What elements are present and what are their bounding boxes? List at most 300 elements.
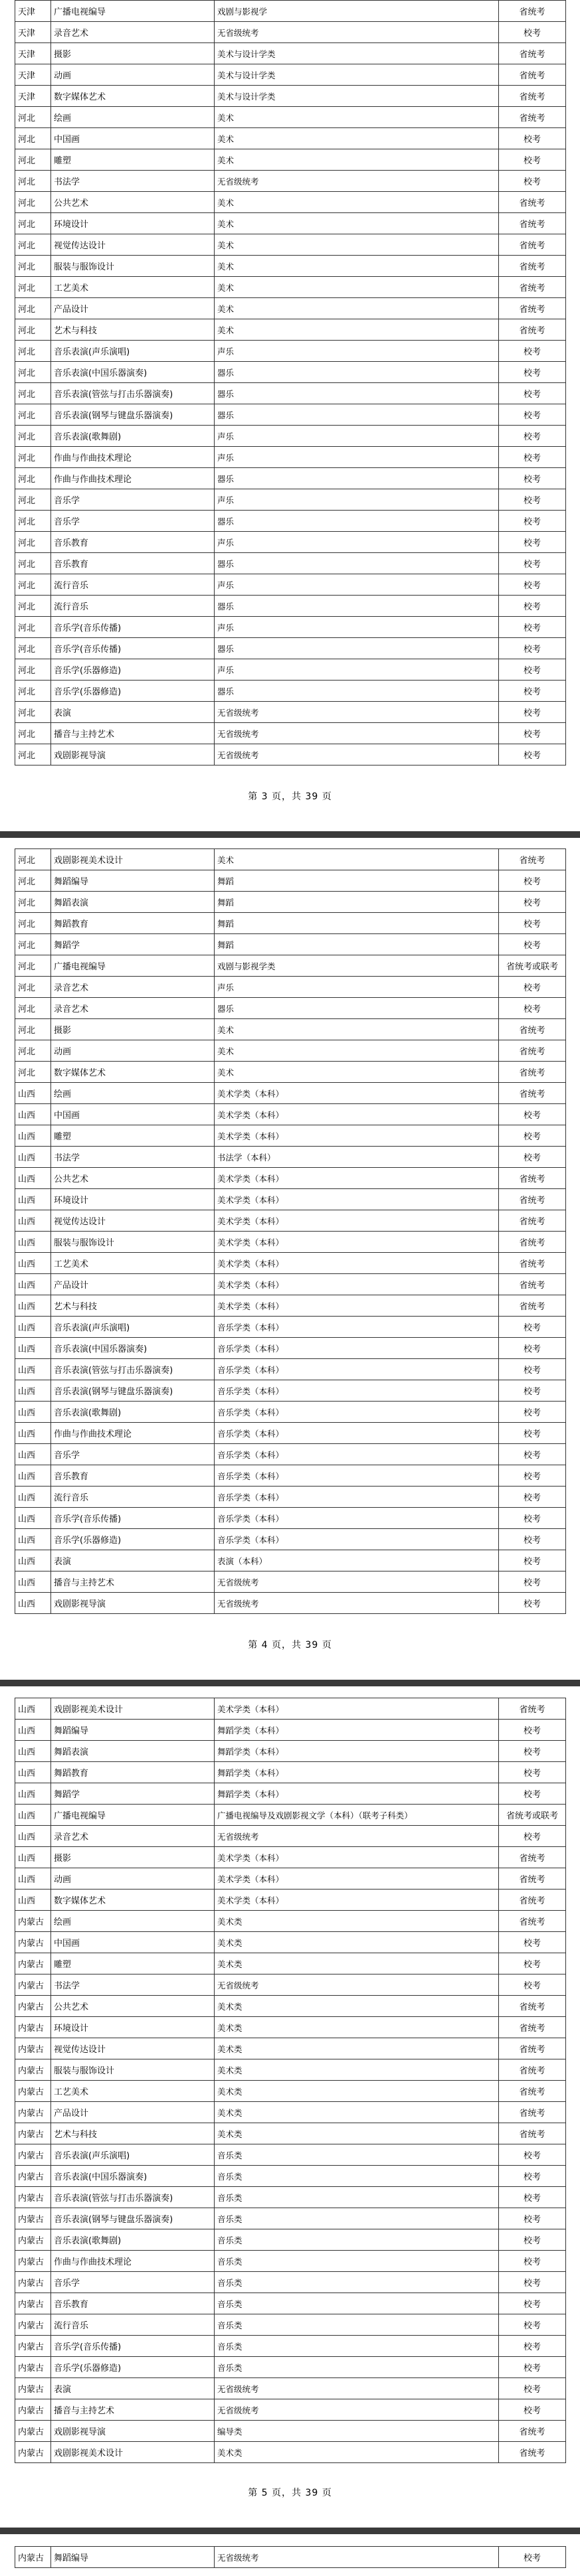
table-row [15, 149, 566, 171]
province-cell: 河北 [15, 319, 51, 341]
exam-category-cell: 器乐 [215, 638, 499, 659]
exam-type-cell: 省统考 [499, 192, 566, 213]
table-row [15, 2357, 566, 2378]
table-row [15, 1826, 566, 1847]
table-row [15, 1232, 566, 1253]
table-row [15, 596, 566, 617]
table-row [15, 383, 566, 404]
exam-type-cell: 校考 [499, 468, 566, 489]
table-row [15, 2336, 566, 2357]
exam-category-cell: 表演（本科） [215, 1550, 499, 1571]
exam-type-cell: 校考 [499, 1826, 566, 1847]
exam-type-cell: 省统考 [499, 2102, 566, 2123]
exam-category-cell: 美术 [215, 1062, 499, 1083]
exam-type-cell: 校考 [499, 1593, 566, 1614]
province-cell: 天津 [15, 22, 51, 43]
exam-type-cell: 校考 [499, 1317, 566, 1338]
exam-category-cell: 戏剧与影视学 [215, 1, 499, 22]
table-row [15, 2442, 566, 2463]
exam-category-cell: 美术 [215, 1040, 499, 1062]
major-cell: 中国画 [51, 1104, 215, 1125]
province-cell: 山西 [15, 1868, 51, 1890]
exam-type-cell: 校考 [499, 2229, 566, 2251]
exam-type-cell: 校考 [499, 2378, 566, 2399]
exam-type-cell: 校考 [499, 574, 566, 596]
table-row [15, 1487, 566, 1508]
exam-category-cell: 无省级统考 [215, 171, 499, 192]
table-row [15, 723, 566, 744]
exam-type-cell: 省统考 [499, 1040, 566, 1062]
table-row [15, 1508, 566, 1529]
exam-type-cell: 校考 [499, 1783, 566, 1805]
major-cell: 表演 [51, 702, 215, 723]
province-cell: 河北 [15, 977, 51, 998]
major-cell: 环境设计 [51, 1189, 215, 1210]
exam-category-cell: 书法学（本科） [215, 1147, 499, 1168]
exam-category-cell: 美术 [215, 149, 499, 171]
major-cell: 工艺美术 [51, 1253, 215, 1274]
exam-category-cell: 音乐学类（本科） [215, 1487, 499, 1508]
province-cell: 河北 [15, 107, 51, 128]
province-cell: 内蒙古 [15, 2017, 51, 2038]
table-row [15, 1996, 566, 2017]
table-row [15, 277, 566, 298]
exam-category-cell: 无省级统考 [215, 2378, 499, 2399]
major-cell: 戏剧影视美术设计 [51, 2442, 215, 2463]
province-cell: 内蒙古 [15, 2123, 51, 2144]
major-cell: 视觉传达设计 [51, 2038, 215, 2059]
table-row [15, 1698, 566, 1720]
exam-type-cell: 省统考 [499, 1698, 566, 1720]
major-cell: 音乐学(乐器修造) [51, 659, 215, 681]
exam-category-cell: 无省级统考 [215, 22, 499, 43]
province-cell: 河北 [15, 404, 51, 426]
province-cell: 内蒙古 [15, 2399, 51, 2421]
major-cell: 音乐学(乐器修造) [51, 2357, 215, 2378]
major-cell: 播音与主持艺术 [51, 2399, 215, 2421]
province-cell: 河北 [15, 659, 51, 681]
province-cell: 内蒙古 [15, 2059, 51, 2081]
province-cell: 山西 [15, 1593, 51, 1614]
exam-type-cell: 校考 [499, 934, 566, 955]
table-row [15, 2102, 566, 2123]
table-row [15, 1720, 566, 1741]
major-cell: 音乐教育 [51, 1465, 215, 1487]
exam-type-cell: 校考 [499, 2272, 566, 2293]
major-cell: 数字媒体艺术 [51, 1890, 215, 1911]
major-cell: 音乐表演(歌舞剧) [51, 426, 215, 447]
province-cell: 山西 [15, 1402, 51, 1423]
table-row [15, 128, 566, 149]
table-row [15, 1911, 566, 1932]
exam-category-cell: 无省级统考 [215, 1571, 499, 1593]
province-cell: 山西 [15, 1762, 51, 1783]
province-cell: 山西 [15, 1232, 51, 1253]
province-cell: 山西 [15, 1253, 51, 1274]
exam-category-cell: 器乐 [215, 553, 499, 574]
province-cell: 内蒙古 [15, 1996, 51, 2017]
exam-category-cell: 美术 [215, 234, 499, 256]
table-row [15, 1529, 566, 1550]
exam-category-cell: 无省级统考 [215, 1826, 499, 1847]
table-row [15, 892, 566, 913]
province-cell: 河北 [15, 638, 51, 659]
table-row [15, 574, 566, 596]
exam-category-cell: 声乐 [215, 977, 499, 998]
exam-category-cell: 音乐学类（本科） [215, 1380, 499, 1402]
table-row [15, 2378, 566, 2399]
exam-type-cell: 校考 [499, 1423, 566, 1444]
exam-type-cell: 省统考 [499, 1847, 566, 1868]
major-cell: 戏剧影视美术设计 [51, 849, 215, 870]
exam-category-cell: 音乐学类（本科） [215, 1423, 499, 1444]
major-cell: 音乐学 [51, 489, 215, 511]
exam-category-cell: 声乐 [215, 659, 499, 681]
exam-type-cell: 校考 [499, 870, 566, 892]
major-cell: 舞蹈表演 [51, 1741, 215, 1762]
table-row [15, 426, 566, 447]
exam-category-cell: 声乐 [215, 447, 499, 468]
major-cell: 音乐学(乐器修造) [51, 1529, 215, 1550]
exam-category-cell: 音乐类 [215, 2251, 499, 2272]
table-row [15, 1019, 566, 1040]
exam-category-cell: 声乐 [215, 426, 499, 447]
exam-category-cell: 音乐学类（本科） [215, 1444, 499, 1465]
major-cell: 音乐学 [51, 1444, 215, 1465]
province-cell: 河北 [15, 934, 51, 955]
exam-category-cell: 无省级统考 [215, 1593, 499, 1614]
table-row [15, 681, 566, 702]
exam-type-cell: 校考 [499, 1444, 566, 1465]
major-cell: 书法学 [51, 1974, 215, 1996]
table-row [15, 2123, 566, 2144]
exam-type-cell: 校考 [499, 2357, 566, 2378]
table-row [15, 998, 566, 1019]
table-row [15, 849, 566, 870]
page-footer: 第 3 页，共 39 页 [248, 791, 332, 802]
exam-category-cell: 音乐类 [215, 2314, 499, 2336]
table-row [15, 1465, 566, 1487]
exam-type-cell: 校考 [499, 1508, 566, 1529]
major-cell: 绘画 [51, 1083, 215, 1104]
major-cell: 戏剧影视美术设计 [51, 1698, 215, 1720]
exam-category-cell: 美术类 [215, 2038, 499, 2059]
exam-category-cell: 美术学类（本科） [215, 1295, 499, 1317]
major-cell: 舞蹈教育 [51, 1762, 215, 1783]
major-cell: 书法学 [51, 1147, 215, 1168]
province-cell: 内蒙古 [15, 2293, 51, 2314]
table-row [15, 2017, 566, 2038]
major-cell: 音乐表演(声乐演唱) [51, 2144, 215, 2166]
major-cell: 音乐学 [51, 511, 215, 532]
page-separator [0, 1680, 580, 1686]
table-row [15, 1932, 566, 1953]
exam-category-cell: 无省级统考 [215, 2399, 499, 2421]
province-cell: 河北 [15, 426, 51, 447]
major-cell: 录音艺术 [51, 977, 215, 998]
exam-type-cell: 省统考 [499, 2038, 566, 2059]
major-cell: 视觉传达设计 [51, 1210, 215, 1232]
table-row [15, 744, 566, 765]
exam-type-cell: 校考 [499, 681, 566, 702]
exam-category-cell: 舞蹈 [215, 892, 499, 913]
table-row [15, 955, 566, 977]
table-row [15, 2166, 566, 2187]
exam-type-cell: 校考 [499, 1741, 566, 1762]
major-cell: 音乐表演(管弦与打击乐器演奏) [51, 1359, 215, 1380]
exam-type-cell: 校考 [499, 2166, 566, 2187]
table-row [15, 1317, 566, 1338]
exam-type-cell: 省统考 [499, 1062, 566, 1083]
exam-category-cell: 声乐 [215, 617, 499, 638]
province-cell: 河北 [15, 681, 51, 702]
major-cell: 音乐学(音乐传播) [51, 2336, 215, 2357]
admission-table-page-4 [15, 848, 566, 1614]
table-row [15, 1783, 566, 1805]
province-cell: 山西 [15, 1104, 51, 1125]
exam-type-cell: 校考 [499, 1720, 566, 1741]
major-cell: 雕塑 [51, 1953, 215, 1974]
province-cell: 河北 [15, 383, 51, 404]
table-row [15, 2081, 566, 2102]
exam-category-cell: 戏剧与影视学类 [215, 955, 499, 977]
exam-type-cell: 省统考 [499, 107, 566, 128]
exam-type-cell: 校考 [499, 892, 566, 913]
table-row [15, 404, 566, 426]
province-cell: 河北 [15, 1040, 51, 1062]
exam-type-cell: 校考 [499, 1932, 566, 1953]
province-cell: 河北 [15, 192, 51, 213]
exam-category-cell: 器乐 [215, 468, 499, 489]
major-cell: 作曲与作曲技术理论 [51, 447, 215, 468]
exam-type-cell: 校考 [499, 489, 566, 511]
table-row [15, 234, 566, 256]
province-cell: 河北 [15, 892, 51, 913]
exam-category-cell: 声乐 [215, 574, 499, 596]
exam-category-cell: 舞蹈 [215, 870, 499, 892]
province-cell: 内蒙古 [15, 1911, 51, 1932]
table-row [15, 1168, 566, 1189]
province-cell: 内蒙古 [15, 1974, 51, 1996]
exam-type-cell: 省统考 [499, 1996, 566, 2017]
major-cell: 服装与服饰设计 [51, 2059, 215, 2081]
exam-category-cell: 声乐 [215, 341, 499, 362]
major-cell: 音乐表演(钢琴与键盘乐器演奏) [51, 1380, 215, 1402]
exam-type-cell: 省统考 [499, 1083, 566, 1104]
table-row [15, 1402, 566, 1423]
exam-type-cell: 省统考 [499, 298, 566, 319]
exam-category-cell: 音乐学类（本科） [215, 1402, 499, 1423]
province-cell: 山西 [15, 1380, 51, 1402]
exam-type-cell: 省统考或联考 [499, 1805, 566, 1826]
exam-type-cell: 省统考 [499, 319, 566, 341]
table-row [15, 1593, 566, 1614]
major-cell: 舞蹈学 [51, 934, 215, 955]
exam-category-cell: 美术与设计学类 [215, 86, 499, 107]
table-row [15, 1953, 566, 1974]
table-row [15, 1125, 566, 1147]
major-cell: 音乐表演(中国乐器演奏) [51, 362, 215, 383]
province-cell: 山西 [15, 1826, 51, 1847]
province-cell: 山西 [15, 1125, 51, 1147]
exam-type-cell: 校考 [499, 1571, 566, 1593]
province-cell: 河北 [15, 489, 51, 511]
exam-category-cell: 美术类 [215, 1953, 499, 1974]
exam-type-cell: 校考 [499, 1953, 566, 1974]
province-cell: 内蒙古 [15, 2378, 51, 2399]
exam-category-cell: 音乐类 [215, 2187, 499, 2208]
table-row [15, 702, 566, 723]
exam-type-cell: 校考 [499, 2547, 566, 2568]
major-cell: 产品设计 [51, 298, 215, 319]
province-cell: 河北 [15, 702, 51, 723]
major-cell: 音乐学(音乐传播) [51, 617, 215, 638]
province-cell: 内蒙古 [15, 1932, 51, 1953]
table-row [15, 617, 566, 638]
province-cell: 山西 [15, 1741, 51, 1762]
exam-category-cell: 无省级统考 [215, 702, 499, 723]
major-cell: 作曲与作曲技术理论 [51, 1423, 215, 1444]
major-cell: 动画 [51, 1868, 215, 1890]
exam-type-cell: 校考 [499, 2293, 566, 2314]
table-row [15, 1762, 566, 1783]
table-row [15, 2421, 566, 2442]
exam-category-cell: 美术 [215, 256, 499, 277]
major-cell: 表演 [51, 1550, 215, 1571]
province-cell: 河北 [15, 744, 51, 765]
province-cell: 河北 [15, 277, 51, 298]
province-cell: 河北 [15, 128, 51, 149]
exam-category-cell: 美术与设计学类 [215, 43, 499, 64]
exam-type-cell: 校考 [499, 22, 566, 43]
exam-type-cell: 校考 [499, 2208, 566, 2229]
exam-type-cell: 校考 [499, 659, 566, 681]
exam-category-cell: 音乐学类（本科） [215, 1338, 499, 1359]
exam-category-cell: 美术类 [215, 2442, 499, 2463]
province-cell: 河北 [15, 532, 51, 553]
major-cell: 音乐表演(钢琴与键盘乐器演奏) [51, 2208, 215, 2229]
exam-type-cell: 校考 [499, 447, 566, 468]
province-cell: 河北 [15, 870, 51, 892]
exam-type-cell: 校考 [499, 1402, 566, 1423]
table-row [15, 1868, 566, 1890]
province-cell: 河北 [15, 149, 51, 171]
province-cell: 天津 [15, 43, 51, 64]
table-row [15, 1040, 566, 1062]
exam-category-cell: 音乐学类（本科） [215, 1359, 499, 1380]
exam-type-cell: 校考 [499, 977, 566, 998]
major-cell: 作曲与作曲技术理论 [51, 468, 215, 489]
exam-category-cell: 器乐 [215, 511, 499, 532]
major-cell: 作曲与作曲技术理论 [51, 2251, 215, 2272]
exam-category-cell: 美术学类（本科） [215, 1698, 499, 1720]
exam-type-cell: 校考 [499, 2144, 566, 2166]
province-cell: 河北 [15, 468, 51, 489]
major-cell: 播音与主持艺术 [51, 1571, 215, 1593]
exam-type-cell: 省统考 [499, 1890, 566, 1911]
exam-category-cell: 音乐类 [215, 2293, 499, 2314]
province-cell: 河北 [15, 362, 51, 383]
page-footer: 第 5 页，共 39 页 [248, 2488, 332, 2498]
province-cell: 河北 [15, 341, 51, 362]
exam-category-cell: 无省级统考 [215, 1974, 499, 1996]
province-cell: 山西 [15, 1274, 51, 1295]
major-cell: 公共艺术 [51, 1996, 215, 2017]
exam-type-cell: 校考 [499, 362, 566, 383]
exam-type-cell: 校考 [499, 553, 566, 574]
province-cell: 山西 [15, 1805, 51, 1826]
province-cell: 内蒙古 [15, 2251, 51, 2272]
major-cell: 广播电视编导 [51, 1805, 215, 1826]
province-cell: 山西 [15, 1508, 51, 1529]
province-cell: 内蒙古 [15, 2421, 51, 2442]
exam-type-cell: 校考 [499, 1147, 566, 1168]
table-row [15, 977, 566, 998]
province-cell: 内蒙古 [15, 2229, 51, 2251]
province-cell: 河北 [15, 574, 51, 596]
exam-category-cell: 音乐学类（本科） [215, 1317, 499, 1338]
exam-category-cell: 美术与设计学类 [215, 64, 499, 86]
province-cell: 山西 [15, 1487, 51, 1508]
table-row [15, 638, 566, 659]
table-row [15, 1741, 566, 1762]
exam-type-cell: 校考 [499, 2251, 566, 2272]
major-cell: 戏剧影视导演 [51, 2421, 215, 2442]
exam-type-cell: 校考 [499, 1338, 566, 1359]
exam-type-cell: 校考 [499, 998, 566, 1019]
table-row [15, 913, 566, 934]
page-footer: 第 4 页，共 39 页 [248, 1640, 332, 1650]
province-cell: 山西 [15, 1444, 51, 1465]
exam-category-cell: 音乐类 [215, 2336, 499, 2357]
exam-category-cell: 器乐 [215, 362, 499, 383]
exam-type-cell: 省统考 [499, 1911, 566, 1932]
major-cell: 摄影 [51, 43, 215, 64]
major-cell: 工艺美术 [51, 2081, 215, 2102]
major-cell: 舞蹈编导 [51, 1720, 215, 1741]
major-cell: 舞蹈学 [51, 1783, 215, 1805]
major-cell: 流行音乐 [51, 1487, 215, 1508]
major-cell: 音乐教育 [51, 553, 215, 574]
exam-category-cell: 音乐类 [215, 2166, 499, 2187]
major-cell: 音乐表演(钢琴与键盘乐器演奏) [51, 404, 215, 426]
table-row [15, 2144, 566, 2166]
exam-category-cell: 美术学类（本科） [215, 1868, 499, 1890]
exam-category-cell: 音乐类 [215, 2144, 499, 2166]
major-cell: 服装与服饰设计 [51, 256, 215, 277]
exam-category-cell: 舞蹈学类（本科） [215, 1762, 499, 1783]
exam-type-cell: 校考 [499, 171, 566, 192]
province-cell: 山西 [15, 1783, 51, 1805]
exam-category-cell: 美术 [215, 192, 499, 213]
table-body [15, 1, 566, 765]
exam-type-cell: 省统考 [499, 43, 566, 64]
table-row [15, 2547, 566, 2568]
province-cell: 河北 [15, 511, 51, 532]
major-cell: 音乐表演(歌舞剧) [51, 1402, 215, 1423]
province-cell: 内蒙古 [15, 2187, 51, 2208]
province-cell: 内蒙古 [15, 2357, 51, 2378]
province-cell: 山西 [15, 1698, 51, 1720]
major-cell: 绘画 [51, 107, 215, 128]
major-cell: 戏剧影视导演 [51, 744, 215, 765]
province-cell: 内蒙古 [15, 2081, 51, 2102]
province-cell: 河北 [15, 447, 51, 468]
admission-table-page-5 [15, 1698, 566, 2463]
major-cell: 广播电视编导 [51, 955, 215, 977]
exam-category-cell: 舞蹈学类（本科） [215, 1720, 499, 1741]
exam-type-cell: 校考 [499, 2187, 566, 2208]
